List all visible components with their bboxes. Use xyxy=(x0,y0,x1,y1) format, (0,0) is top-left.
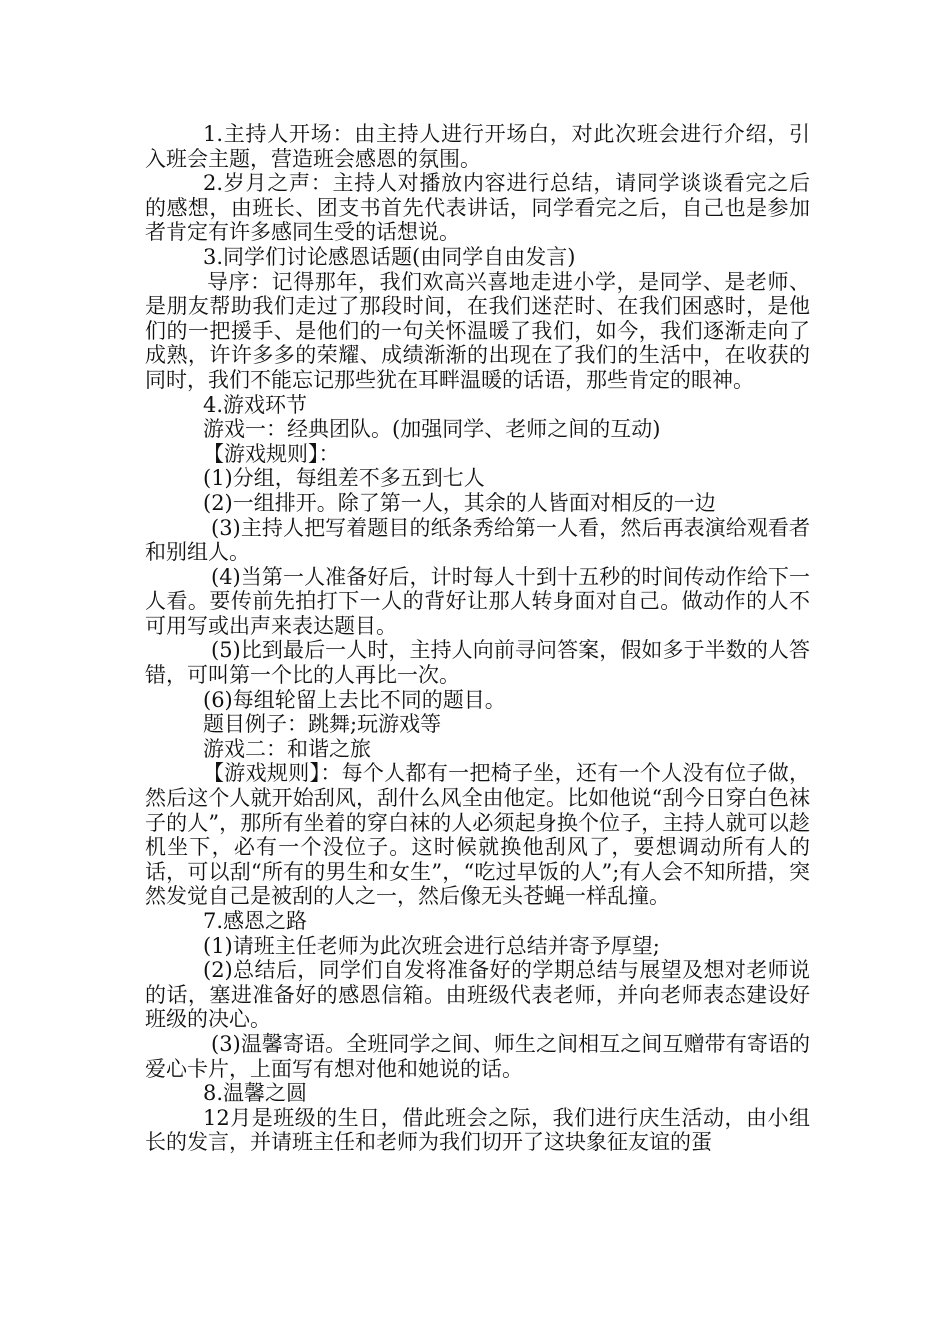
paragraph-examples: 题目例子：跳舞;玩游戏等 xyxy=(203,712,442,737)
paragraph-gratitude-3: (3)温馨寄语。全班同学之间、师生之间相互之间互赠带有寄语的爱心卡片，上面写有想对他和她说的话。 xyxy=(145,1031,810,1081)
paragraph-gratitude-1: (1)请班主任老师为此次班会进行总结并寄予厚望; xyxy=(203,933,660,958)
document-body xyxy=(145,122,810,1155)
paragraph-rule-3: (3)主持人把写着题目的纸条秀给第一人看，然后再表演给观看者和别组人。 xyxy=(145,515,810,565)
paragraph-host-opening: 1.主持人开场：由主持人进行开场白，对此次班会进行介绍，引入班会主题，营造班会感恩的氛围。 xyxy=(145,122,810,171)
paragraph-gratitude-2: (2)总结后，同学们自发将准备好的学期总结与展望及想对老师说的话，塞进准备好的感恩信箱。由班级代表老师，并向老师表态建设好班级的决心。 xyxy=(145,958,810,1032)
paragraph-rule-1: (1)分组，每组差不多五到七人 xyxy=(203,466,485,491)
paragraph-rule-6: (6)每组轮留上去比不同的题目。 xyxy=(203,687,506,712)
paragraph-rule-2: (2)一组排开。除了第一人，其余的人皆面对相反的一边 xyxy=(203,490,716,515)
paragraph-discussion: 3.同学们讨论感恩话题(由同学自由发言) xyxy=(203,244,576,269)
paragraph-rule-4: (4)当第一人准备好后，计时每人十到十五秒的时间传动作给下一人看。要传前先拍打下一人的背好让那人转身面对自己。做动作的人不可用写或出声来表达题目。 xyxy=(145,564,810,638)
paragraph-warm-circle: 8.温馨之圆 xyxy=(203,1081,308,1106)
paragraph-preface: 导序：记得那年，我们欢高兴喜地走进小学，是同学、是老师、是朋友帮助我们走过了那段时间，在我们迷茫时、在我们困惑时，是他们的一把援手、是他们的一句关怀温暖了我们，如今，我们逐渐走向了成熟，许许多多的荣耀、成绩渐渐的出现在了我们的生活中，在收获的同时，我们不能忘记那些犹在耳畔温暖的话语，那些肯定的眼神。 xyxy=(145,269,810,392)
paragraph-game-one: 游戏一：经典团队。(加强同学、老师之间的互动) xyxy=(203,417,661,442)
paragraph-rule-5: (5)比到最后一人时，主持人向前寻问答案，假如多于半数的人答错，可叫第一个比的人再比一次。 xyxy=(145,638,810,688)
paragraph-birthday: 12月是班级的生日，借此班会之际，我们进行庆生活动，由小组长的发言，并请班主任和老师为我们切开了这块象征友谊的蛋 xyxy=(145,1105,810,1155)
paragraph-voice-of-years: 2.岁月之声：主持人对播放内容进行总结，请同学谈谈看完之后的感想，由班长、团支书首先代表讲话，同学看完之后，自己也是参加者肯定有许多感同生受的话想说。 xyxy=(145,171,810,245)
paragraph-game-two-rules: 【游戏规则】：每个人都有一把椅子坐，还有一个人没有位子做，然后这个人就开始刮风，刮什么风全由他定。比如他说“刮今日穿白色袜子的人”，那所有坐着的穿白袜的人必须起身换个位子，主持人就可以趁机坐下，必有一个没位子。这时候就换他刮风了，要想调动所有人的话，可以刮“所有的男生和女生”，“吃过早饭的人”;有人会不知所措，突然发觉自己是被刮的人之一，然后像无头苍蝇一样乱撞。 xyxy=(145,761,810,909)
paragraph-game-section: 4.游戏环节 xyxy=(203,392,308,417)
paragraph-game-rules-heading: 【游戏规则】： xyxy=(203,441,340,466)
paragraph-gratitude-road: 7.感恩之路 xyxy=(203,909,308,933)
paragraph-game-two: 游戏二：和谐之旅 xyxy=(203,736,371,761)
